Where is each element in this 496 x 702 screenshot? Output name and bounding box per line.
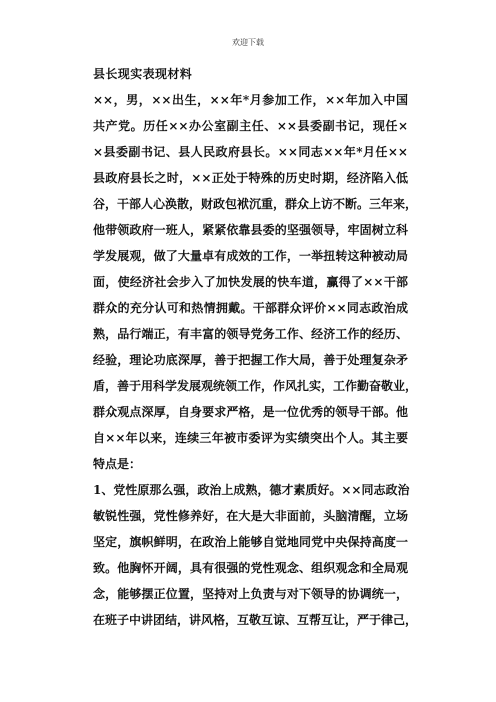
body-line: 谷，干部人心涣散，财政包袱沉重，群众上访不断。三年来， [93, 197, 418, 211]
body-line: 念，能够摆正位置，坚持对上负责与对下领导的协调统一， [93, 587, 408, 601]
body-line: 面，使经济社会步入了加快发展的快车道，赢得了××干部 [93, 275, 408, 289]
body-line: 群众的充分认可和热情拥戴。干部群众评价××同志政治成 [93, 301, 408, 315]
body-line: 在班子中讲团结，讲风格，互敬互谅、互帮互让，严于律己， [93, 613, 418, 627]
body-line: 他带领政府一班人，紧紧依靠县委的坚强领导，牢固树立科 [93, 223, 408, 237]
body-line: 致。他胸怀开阔，具有很强的党性观念、组织观念和全局观 [93, 561, 408, 575]
body-line: ×县委副书记、县人民政府县长。××同志××年*月任×× [93, 145, 408, 159]
document-title: 县长现实表现材料 [93, 67, 193, 81]
body-line: 特点是： [93, 457, 142, 471]
body-line: 共产党。历任××办公室副主任、××县委副书记，现任× [93, 119, 408, 133]
body-line: 盾，善于用科学发展观统领工作，作风扎实，工作勤奋敬业， [93, 379, 418, 393]
section-heading-line: 1、党性原那么强，政治上成熟，德才素质好。××同志政治 [93, 483, 410, 497]
body-line: ××，男，××出生，××年*月参加工作，××年加入中国 [93, 93, 408, 107]
body-line: 县政府县长之时，××正处于特殊的历史时期，经济陷入低 [93, 171, 408, 185]
body-line: 群众观点深厚，自身要求严格，是一位优秀的领导干部。他 [93, 405, 408, 419]
body-line: 坚定，旗帜鲜明，在政治上能够自觉地同党中央保持高度一 [93, 535, 408, 549]
body-line: 自××年以来，连续三年被市委评为实绩突出个人。其主要 [93, 431, 408, 445]
body-line: 敏锐性强，党性修养好，在大是大非面前，头脑清醒，立场 [93, 509, 408, 523]
body-line: 经验，理论功底深厚，善于把握工作大局，善于处理复杂矛 [93, 353, 408, 367]
body-line: 学发展观，做了大量卓有成效的工作，一举扭转这种被动局 [93, 249, 408, 263]
page-header: 欢迎下载 [232, 38, 264, 47]
body-line: 熟，品行端正，有丰富的领导党务工作、经济工作的经历、 [93, 327, 408, 341]
